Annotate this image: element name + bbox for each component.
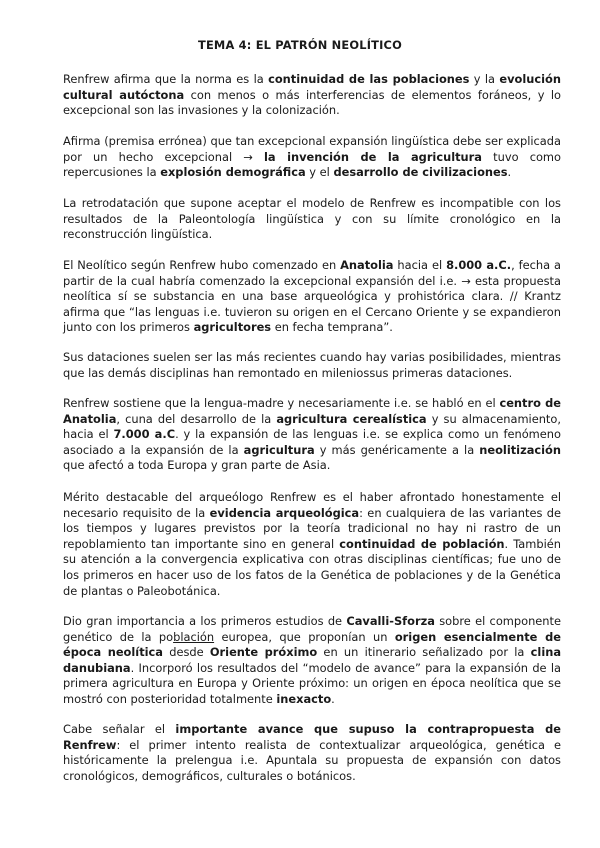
text-run: , cuna del desarrollo de la — [116, 411, 277, 426]
paragraph-merit — [63, 490, 561, 599]
text-run: Dio gran importancia a los primeros estudios de — [63, 614, 347, 628]
bold-text: importante avance que supuso la contrapropuesta de Renfrew — [63, 722, 561, 752]
text-run: con menos o más interferencias de elementos foráneos, y lo excepcional son las invasiones y la colonización. — [63, 87, 561, 118]
text-run: El Neolítico según Renfrew hubo comenzado en — [63, 258, 341, 272]
text-run: Renfrew afirma que la norma es la — [63, 72, 269, 86]
bold-text: agricultura cerealística — [276, 411, 427, 426]
text-run: , fecha a partir de la cual habría comenzado la excepcional expansión del i.e. → esta propuesta neolítica sí se substancia en una base arqueológica y prohistórica clara. // Krantz afirma que “las lenguas i.e. tuvieron su origen en el Cercano Oriente y se expandieron junto con los primeros — [63, 258, 561, 335]
text-run: y su almacenamiento, hacia el — [63, 411, 561, 442]
bold-text: clina danubiana — [63, 645, 562, 675]
paragraph-anatolia-neolithic — [63, 258, 561, 336]
text-run: que afectó a toda Europa y gran parte de Asia. — [63, 458, 331, 473]
bold-text: desarrollo de civilizaciones — [333, 165, 508, 180]
text-run: . Incorporó los resultados del “modelo de avance” para la expansión de la primera agricultura en Europa y Oriente próximo: un origen en época neolítica que se mostró con posterioridad totalmente — [63, 660, 561, 706]
text-run: . También su atención a la convergencia explicativa con otras disciplinas científicas; fue uno de los primeros en hacer uso de los fatos de la Genética de poblaciones y de la Genética de plantas o Paleobotánica. — [63, 536, 562, 598]
paragraph-counterproposal — [63, 722, 561, 784]
text-run: Cabe señalar el — [63, 722, 176, 736]
text-run: en fecha temprana”. — [271, 320, 393, 335]
bold-text: centro de Anatolia — [63, 396, 561, 426]
underlined-text: blación — [173, 629, 215, 644]
text-run: hacia el — [393, 258, 447, 272]
text-run: . y la expansión de las lenguas i.e. se explica como un fenómeno asociado a la expansión de la — [63, 427, 561, 457]
bold-text: continuidad de población — [339, 536, 505, 551]
text-run: . — [507, 165, 512, 180]
text-run: y el — [305, 165, 334, 180]
text-run: . — [331, 691, 335, 706]
text-run: Renfrew sostiene que la lengua-madre y necesariamente i.e. se habló en el — [63, 396, 500, 410]
paragraph-cavalli-sforza — [63, 614, 561, 708]
text-run: tuvo como repercusiones la — [63, 149, 561, 180]
text-run: y la — [469, 72, 500, 86]
text-run: Afirma (premisa errónea) que tan excepcional expansión lingüística debe ser explicada por un hecho excepcional → — [63, 134, 561, 164]
bold-text: 8.000 a.C. — [446, 258, 512, 272]
bold-text: Anatolia — [340, 258, 394, 272]
bold-text: Oriente próximo — [209, 645, 318, 660]
text-run: en un itinerario señalizado por la — [317, 645, 531, 660]
text-run: desde — [162, 645, 210, 660]
bold-text: agricultura — [243, 442, 315, 457]
bold-text: explosión demográfica — [160, 165, 306, 180]
paragraph-mother-tongue — [63, 396, 561, 474]
text-run: y más genéricamente a la — [314, 442, 480, 457]
text-run: Mérito destacable del arqueólogo Renfrew es el haber afrontado honestamente el necesario requisito de la — [63, 490, 561, 520]
bold-text: evidencia arqueológica — [209, 505, 360, 520]
paragraph-exceptional-expansion — [63, 134, 561, 181]
paragraph-renfrew-continuity — [63, 72, 561, 119]
paragraph-datings — [63, 350, 561, 381]
bold-text: agricultores — [193, 320, 272, 335]
text-run: Sus dataciones suelen ser las más recientes cuando hay varias posibilidades, mientras que las demás disciplinas han remontado en mileniossus primeras dataciones. — [63, 350, 561, 380]
page-title: TEMA 4: EL PATRÓN NEOLÍTICO — [197, 38, 403, 52]
text-run: : en cualquiera de las variantes de los tiempos y lugares previstos por la teoría tradicional no hay ni rastro de un repoblamiento tan importante sino en general — [63, 505, 562, 551]
bold-text: neolitización — [479, 442, 561, 457]
text-run: sobre el componente genético de la po — [63, 614, 561, 644]
bold-text: la invención de la agricultura — [264, 149, 482, 164]
bold-text: Cavalli-Sforza — [346, 614, 435, 628]
bold-text: 7.000 a.C — [113, 427, 176, 442]
bold-text: origen esencialmente de época neolítica — [63, 629, 561, 660]
bold-text: inexacto — [276, 691, 332, 706]
bold-text: evolución cultural autóctona — [63, 72, 561, 102]
text-run: La retrodatación que supone aceptar el modelo de Renfrew es incompatible con los resultados de la Paleontología lingüística y con su límite cronológico en la reconstrucción lingüística. — [63, 196, 561, 242]
paragraph-retrodating — [63, 196, 561, 243]
text-run: : el primer intento realista de contextualizar arqueológica, genética e históricamente la prelengua i.e. Apuntala su propuesta de expansión con datos cronológicos, demográficos, culturales o botánicos. — [63, 737, 561, 783]
bold-text: continuidad de las poblaciones — [268, 72, 470, 86]
text-run: europea, que proponían un — [214, 629, 395, 644]
